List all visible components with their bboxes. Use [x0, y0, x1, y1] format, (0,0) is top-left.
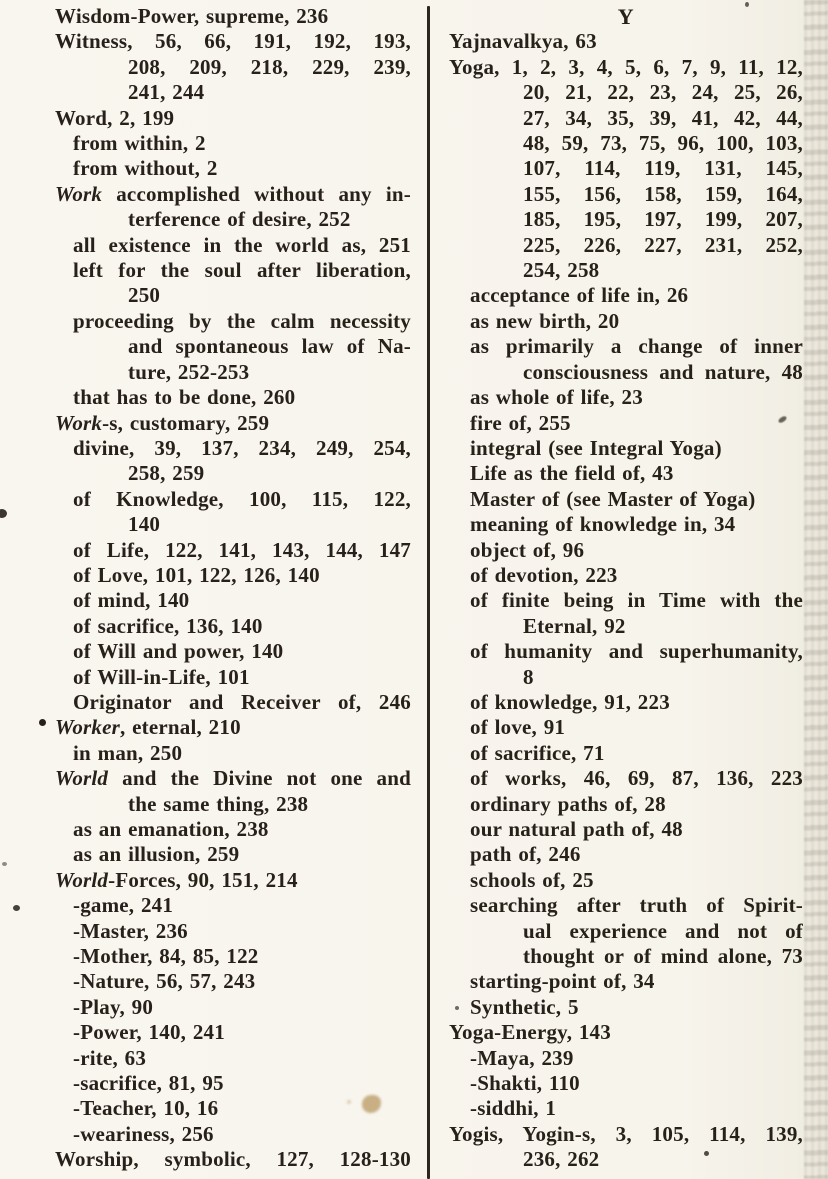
index-line: -Master, 236 — [73, 918, 188, 943]
index-line: 225, 226, 227, 231, 252, — [523, 232, 803, 257]
index-line: from within, 2 — [73, 131, 206, 156]
index-line: Yogis, Yogin-s, 3, 105, 114, 139, — [449, 1121, 803, 1146]
index-line: object of, 96 — [470, 537, 585, 562]
index-line: 208, 209, 218, 229, 239, — [128, 54, 411, 79]
scan-edge-noise — [804, 0, 828, 1179]
index-line: proceeding by the calm necessity — [73, 308, 411, 333]
index-line: consciousness and nature, 48 — [523, 359, 803, 384]
index-line: of Will-in-Life, 101 — [73, 664, 250, 689]
index-line: 8 — [523, 664, 534, 689]
headword-italic: World — [55, 766, 109, 791]
index-line: 107, 114, 119, 131, 145, — [523, 156, 803, 181]
index-line: Worship, symbolic, 127, 128-130 — [55, 1147, 411, 1172]
index-line: path of, 246 — [470, 842, 581, 867]
index-line: 20, 21, 22, 23, 24, 25, 26, — [523, 80, 803, 105]
index-line: Life as the field of, 43 — [470, 461, 674, 486]
index-line: -Mother, 84, 85, 122 — [73, 944, 259, 969]
index-line: as an illusion, 259 — [73, 842, 240, 867]
index-line: Yajnavalkya, 63 — [449, 29, 597, 54]
index-line: the same thing, 238 — [128, 791, 309, 816]
index-line: fire of, 255 — [470, 410, 571, 435]
index-line: as primarily a change of inner — [470, 334, 803, 359]
index-line: 48, 59, 73, 75, 96, 100, 103, — [523, 131, 803, 156]
ink-speck — [2, 862, 7, 866]
index-line: of knowledge, 91, 223 — [470, 689, 670, 714]
index-line: searching after truth of Spirit- — [470, 893, 803, 918]
index-line: 236, 262 — [523, 1147, 600, 1172]
index-line: ual experience and not of — [523, 918, 803, 943]
index-line: in man, 250 — [73, 740, 183, 765]
index-line: of Knowledge, 100, 115, 122, — [73, 486, 411, 511]
index-line: all existence in the world as, 251 — [73, 232, 411, 257]
index-line: of humanity and superhumanity, — [470, 639, 803, 664]
index-line: thought or of mind alone, 73 — [523, 944, 803, 969]
index-entry-line: Work accomplished without any in- — [55, 181, 411, 206]
index-entry-line: World-Forces, 90, 151, 214 — [55, 867, 298, 892]
index-line: -game, 241 — [73, 893, 174, 918]
index-line: -Play, 90 — [73, 994, 154, 1019]
index-line: 241, 244 — [128, 80, 205, 105]
index-line: -rite, 63 — [73, 1045, 147, 1070]
index-line: ture, 252-253 — [128, 359, 250, 384]
index-line: -Teacher, 10, 16 — [73, 1096, 219, 1121]
index-line: Master of (see Master of Yoga) — [470, 486, 756, 511]
section-letter-heading: Y — [617, 4, 635, 29]
index-line: that has to be done, 260 — [73, 385, 296, 410]
index-line: of finite being in Time with the — [470, 588, 803, 613]
headword-italic: Work — [55, 181, 103, 206]
index-line: 254, 258 — [523, 258, 600, 283]
ink-speck — [13, 905, 20, 911]
index-entry-line: World and the Divine not one and — [55, 766, 411, 791]
index-line: of sacrifice, 136, 140 — [73, 613, 263, 638]
index-line: of love, 91 — [470, 715, 566, 740]
index-line: 250 — [128, 283, 161, 308]
index-line: our natural path of, 48 — [470, 817, 683, 841]
index-line: 185, 195, 197, 199, 207, — [523, 207, 803, 232]
index-line: -Power, 140, 241 — [73, 1020, 225, 1045]
index-line: ordinary paths of, 28 — [470, 791, 666, 816]
index-line: acceptance of life in, 26 — [470, 283, 689, 308]
index-line: -Nature, 56, 57, 243 — [73, 969, 256, 994]
index-line: as whole of life, 23 — [470, 385, 643, 410]
index-line: and spontaneous law of Na- — [128, 334, 411, 359]
index-line: starting-point of, 34 — [470, 969, 655, 994]
index-line: of sacrifice, 71 — [470, 740, 605, 765]
ink-speck — [704, 1151, 709, 1156]
index-line: -Shakti, 110 — [470, 1071, 580, 1096]
index-line: Eternal, 92 — [523, 613, 626, 638]
index-line: -Maya, 239 — [470, 1045, 574, 1070]
index-line: 140 — [128, 512, 161, 537]
index-line: as new birth, 20 — [470, 308, 620, 333]
index-line: Word, 2, 199 — [55, 105, 175, 130]
index-line: Witness, 56, 66, 191, 192, 193, — [55, 29, 411, 54]
margin-dot-mark — [455, 1006, 459, 1010]
index-line: of mind, 140 — [73, 588, 190, 613]
index-line: of Love, 101, 122, 126, 140 — [73, 562, 320, 587]
index-line: divine, 39, 137, 234, 249, 254, — [73, 435, 411, 460]
index-line: of Life, 122, 141, 143, 144, 147 — [73, 537, 411, 562]
index-line: schools of, 25 — [470, 867, 594, 892]
index-line: 155, 156, 158, 159, 164, — [523, 181, 803, 206]
index-line: meaning of knowledge in, 34 — [470, 512, 736, 537]
index-line: -weariness, 256 — [73, 1121, 214, 1146]
index-line: of devotion, 223 — [470, 562, 618, 587]
index-line: of Will and power, 140 — [73, 639, 284, 664]
index-entry-line: Worker, eternal, 210 — [55, 715, 411, 740]
index-column-left — [55, 4, 411, 1173]
ink-speck — [745, 2, 749, 7]
index-line: from without, 2 — [73, 156, 218, 181]
column-divider-rule — [427, 6, 430, 1179]
index-line: Wisdom-Power, supreme, 236 — [55, 4, 329, 28]
index-line: Synthetic, 5 — [449, 995, 803, 1020]
index-line: left for the soul after liberation, — [73, 258, 411, 283]
index-line: 27, 34, 35, 39, 41, 42, 44, — [523, 105, 803, 130]
index-line: integral (see Integral Yoga) — [470, 435, 722, 460]
index-line: Yoga-Energy, 143 — [449, 1020, 611, 1045]
index-line: 258, 259 — [128, 461, 205, 486]
index-line: as an emanation, 238 — [73, 817, 269, 841]
right-column-lines — [449, 29, 803, 1172]
index-line: terference of desire, 252 — [128, 207, 351, 232]
index-line: Originator and Receiver of, 246 — [73, 689, 411, 714]
index-entry-line: Work-s, customary, 259 — [55, 410, 270, 435]
ink-speck — [0, 509, 7, 518]
index-column-right — [449, 4, 803, 1173]
index-line: of works, 46, 69, 87, 136, 223 — [470, 766, 803, 791]
headword-italic: Worker — [55, 715, 120, 740]
index-line: Yoga, 1, 2, 3, 4, 5, 6, 7, 9, 11, 12, — [449, 54, 803, 79]
headword-italic: World — [55, 867, 109, 892]
index-line: -siddhi, 1 — [470, 1096, 557, 1121]
headword-italic: Work — [55, 410, 103, 435]
index-line: -sacrifice, 81, 95 — [73, 1071, 224, 1096]
margin-bullet-mark — [39, 719, 46, 726]
